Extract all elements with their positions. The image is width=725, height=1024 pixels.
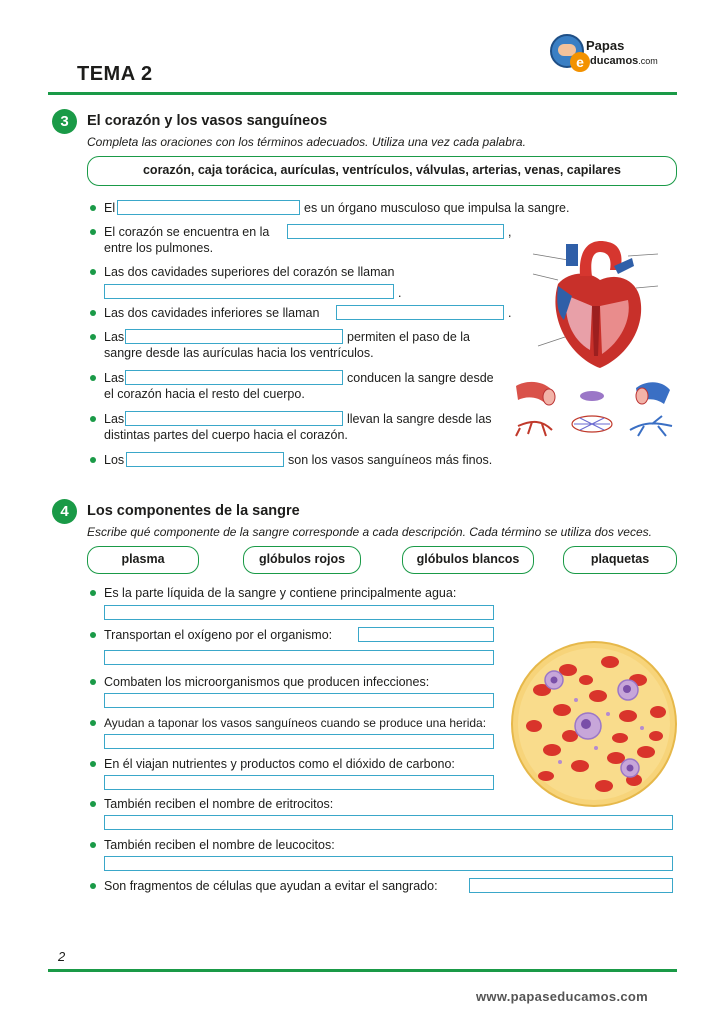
word-globulos-rojos: glóbulos rojos bbox=[243, 546, 361, 574]
ex3-s6-text-b: conducen la sangre desde bbox=[347, 371, 494, 385]
ex3-s7-text-a: Las bbox=[104, 412, 125, 426]
bullet bbox=[90, 632, 96, 638]
ex4-answer-7-input[interactable] bbox=[104, 856, 673, 871]
ex4-answer-3-input[interactable] bbox=[104, 693, 494, 708]
footer-divider bbox=[48, 969, 677, 972]
papaseducamos-logo bbox=[550, 34, 680, 74]
ex3-answer-3-input[interactable] bbox=[104, 284, 394, 299]
ex3-s8-text-b: son los vasos sanguíneos más finos. bbox=[288, 453, 493, 467]
heart-illustration bbox=[528, 236, 660, 376]
ex4-answer-5-input[interactable] bbox=[104, 775, 494, 790]
exercise-3-title: El corazón y los vasos sanguíneos bbox=[87, 113, 328, 129]
bullet bbox=[90, 334, 96, 340]
ex3-answer-6-input[interactable] bbox=[125, 370, 343, 385]
ex4-answer-1-input[interactable] bbox=[104, 605, 494, 620]
ex3-s1-text-a: El bbox=[104, 201, 116, 215]
ex3-answer-4-input[interactable] bbox=[336, 305, 504, 320]
ex3-s4-text-b: . bbox=[508, 306, 512, 320]
blood-vessels-illustration bbox=[512, 376, 677, 441]
ex4-q7-text: También reciben el nombre de leucocitos: bbox=[104, 838, 335, 852]
bullet bbox=[90, 842, 96, 848]
ex3-s6-text-a: Las bbox=[104, 371, 125, 385]
ex4-answer-2a-input[interactable] bbox=[358, 627, 494, 642]
ex3-s8-text-a: Los bbox=[104, 453, 125, 467]
ex3-s5-text-b: permiten el paso de la bbox=[347, 330, 470, 344]
ex3-s5-text-a: Las bbox=[104, 330, 125, 344]
bullet bbox=[90, 269, 96, 275]
ex4-q8-text: Son fragmentos de células que ayudan a evitar el sangrado: bbox=[104, 879, 438, 893]
logo-text-papas: Papas bbox=[586, 38, 625, 53]
bullet bbox=[90, 679, 96, 685]
ex3-s7-text-c: distintas partes del cuerpo hacia el corazón. bbox=[104, 428, 348, 442]
logo-e-badge: e bbox=[570, 52, 590, 72]
bullet bbox=[90, 590, 96, 596]
ex4-q6-text: También reciben el nombre de eritrocitos: bbox=[104, 797, 334, 811]
ex3-s5-text-c: sangre desde las aurículas hacia los ventrículos. bbox=[104, 346, 374, 360]
ex3-s7-text-b: llevan la sangre desde las bbox=[347, 412, 492, 426]
ex4-q1-text: Es la parte líquida de la sangre y contiene principalmente agua: bbox=[104, 586, 457, 600]
page-title: TEMA 2 bbox=[77, 63, 153, 85]
ex4-answer-6-input[interactable] bbox=[104, 815, 673, 830]
ex3-s2-text-a: El corazón se encuentra en la bbox=[104, 225, 270, 239]
footer-url: www.papaseducamos.com bbox=[476, 989, 648, 1004]
ex4-answer-4-input[interactable] bbox=[104, 734, 494, 749]
ex4-answer-2b-input[interactable] bbox=[104, 650, 494, 665]
bullet bbox=[90, 416, 96, 422]
exercise-4-instruction: Escribe qué componente de la sangre corresponde a cada descripción. Cada término se utiliza dos veces. bbox=[87, 525, 652, 539]
exercise-3-instruction: Completa las oraciones con los términos adecuados. Utiliza una vez cada palabra. bbox=[87, 135, 526, 149]
ex3-s1-text-b: es un órgano musculoso que impulsa la sangre. bbox=[304, 201, 570, 215]
bullet bbox=[90, 205, 96, 211]
bullet bbox=[90, 720, 96, 726]
ex3-answer-5-input[interactable] bbox=[125, 329, 343, 344]
ex3-s3-text-a: Las dos cavidades superiores del corazón se llaman bbox=[104, 265, 395, 279]
exercise-3-number: 3 bbox=[52, 109, 77, 134]
ex3-answer-1-input[interactable] bbox=[117, 200, 300, 215]
bullet bbox=[90, 229, 96, 235]
ex4-q4-text: Ayudan a taponar los vasos sanguíneos cuando se produce una herida: bbox=[104, 716, 487, 730]
ex3-answer-7-input[interactable] bbox=[125, 411, 343, 426]
logo-text-suffix: .com bbox=[638, 56, 658, 66]
bullet bbox=[90, 457, 96, 463]
ex4-q5-text: En él viajan nutrientes y productos como el dióxido de carbono: bbox=[104, 757, 455, 771]
blood-cells-illustration bbox=[510, 640, 678, 808]
logo-text-ducamos: ducamos bbox=[590, 55, 639, 67]
ex4-q3-text: Combaten los microorganismos que producen infecciones: bbox=[104, 675, 430, 689]
bullet bbox=[90, 375, 96, 381]
bullet bbox=[90, 761, 96, 767]
word-plaquetas: plaquetas bbox=[563, 546, 677, 574]
exercise-3-word-bank: corazón, caja torácica, aurículas, ventrículos, válvulas, arterias, venas, capilares bbox=[87, 156, 677, 186]
ex4-answer-8-input[interactable] bbox=[469, 878, 673, 893]
ex3-s3-text-b: . bbox=[398, 286, 402, 300]
ex3-answer-8-input[interactable] bbox=[126, 452, 284, 467]
bullet bbox=[90, 801, 96, 807]
page-number: 2 bbox=[58, 949, 66, 964]
logo-text-educamos bbox=[590, 55, 658, 67]
exercise-4-title: Los componentes de la sangre bbox=[87, 503, 300, 519]
header-divider bbox=[48, 92, 677, 95]
bullet bbox=[90, 883, 96, 889]
word-plasma: plasma bbox=[87, 546, 199, 574]
ex4-q2-text: Transportan el oxígeno por el organismo: bbox=[104, 628, 333, 642]
ex3-s4-text-a: Las dos cavidades inferiores se llaman bbox=[104, 306, 320, 320]
ex3-s6-text-c: el corazón hacia el resto del cuerpo. bbox=[104, 387, 305, 401]
word-globulos-blancos: glóbulos blancos bbox=[402, 546, 534, 574]
bullet bbox=[90, 310, 96, 316]
exercise-4-number: 4 bbox=[52, 499, 77, 524]
ex3-answer-2-input[interactable] bbox=[287, 224, 504, 239]
ex3-s2-text-c: entre los pulmones. bbox=[104, 241, 214, 255]
ex3-s2-text-b: , bbox=[508, 225, 512, 239]
